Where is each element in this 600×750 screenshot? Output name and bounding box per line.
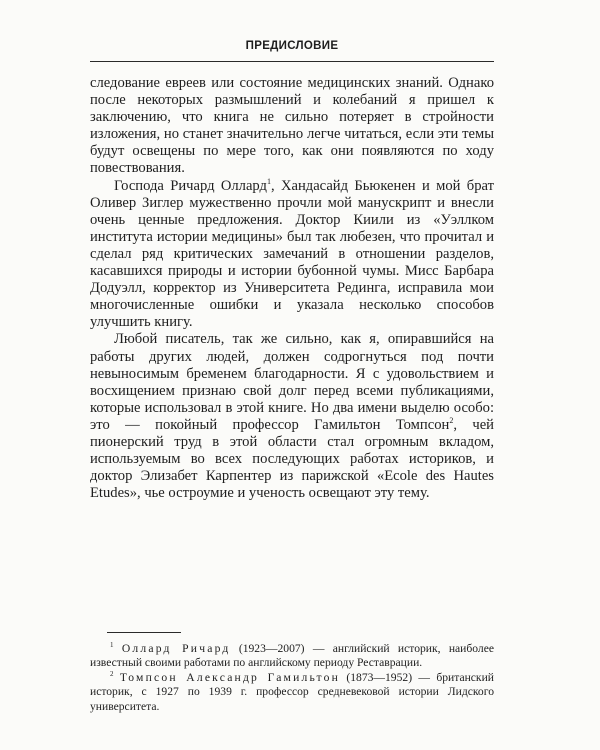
- paragraph-1: следование евреев или состояние медицинских знаний. Однако после некоторых размышлений и колебаний я пришел к заключению, что книга не сильно потеряет в стройности изложения, но станет значительно легче читаться, если эти темы будут освещены по мере того, как они появляются по ходу повествования.: [90, 75, 494, 177]
- footnote-1-name: Оллард Ричард: [121, 642, 231, 655]
- paragraph-2-end: , Хандасайд Бьюкенен и мой брат Оливер Зиглер мужественно прочли мой манускрипт и внесли очень ценные предложения. Доктор Киили из «Уэллком института истории медицины» был так любезен, что прочитал и сделал ряд критических замечаний в отношении разделов, касавшихся природы и истории бубонной чумы. Мисс Барбара Додуэлл, корректор из Университета Рединга, исправила мои многочисленные ошибки и указала несколько способов улучшить книгу.: [90, 177, 494, 331]
- paragraph-3-start: Любой писатель, так же сильно, как я, опиравшийся на работы других людей, должен содрогнуться под почти невыносимым бременем благодарности. Я с удовольствием и восхищением признаю свой долг перед всеми публикациями, которые использовал в этой книге. Но два имени выделю особо: это — покойный профессор Гамильтон Томпсон: [90, 331, 494, 433]
- footnote-ref-2: 2: [449, 416, 454, 426]
- footnote-2-text: (1873—1952) — британский историк, с 1927 по 1939 г. профессор средневековой истории Лидского университета.: [90, 670, 494, 713]
- footnote-1-text: (1923—2007) — английский историк, наиболее известный своими работами по английскому периоду Реставрации.: [90, 642, 494, 670]
- footnote-1: [90, 642, 494, 671]
- body-text: [90, 75, 494, 502]
- footnote-rule: [107, 632, 181, 633]
- paragraph-3-end: , чей пионерский труд в этой области стал огромным вкладом, используемым во всех последующих работах историков, и доктор Элизабет Карпентер из парижской «Ecole des Hautes Etudes», чье остроумие и ученость освещают эту тему.: [90, 416, 494, 502]
- paragraph-2: [90, 178, 494, 332]
- footnote-2: [90, 671, 494, 714]
- footnote-ref-1: 1: [266, 176, 271, 186]
- paragraph-3: [90, 331, 494, 502]
- running-header: ПРЕДИСЛОВИЕ: [245, 40, 339, 52]
- footnote-2-name: Томпсон Александр Гамильтон: [119, 670, 341, 684]
- paragraph-2-start: Господа Ричард Оллард: [114, 177, 267, 194]
- header-rule: [90, 61, 494, 62]
- footnote-1-number: 1: [110, 641, 114, 650]
- footnotes: [90, 642, 494, 714]
- footnote-2-number: 2: [110, 669, 114, 678]
